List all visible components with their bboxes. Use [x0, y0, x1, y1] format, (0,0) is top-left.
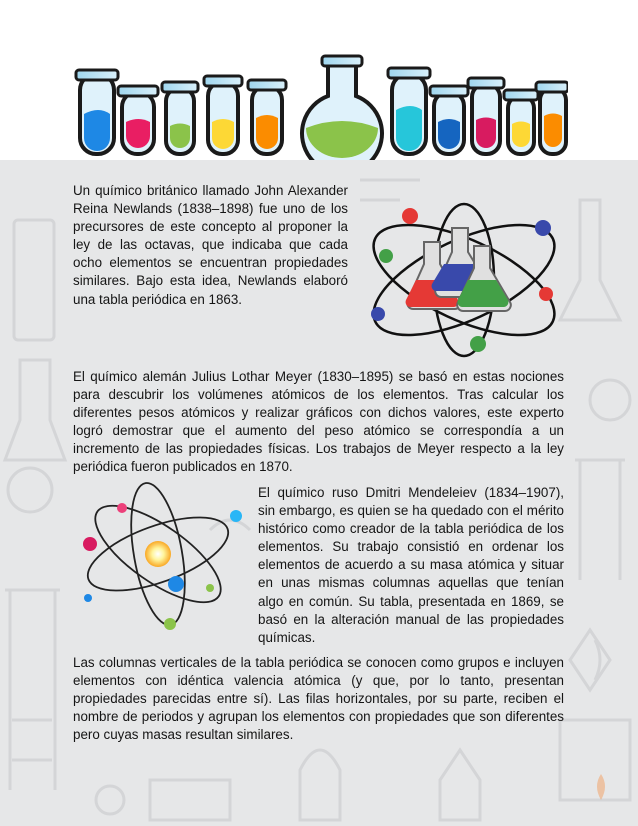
test-tubes-banner-illustration	[68, 52, 568, 160]
electron-pink-icon	[117, 503, 127, 513]
tube-cyan-icon	[388, 68, 430, 154]
paragraph-meyer: El químico alemán Julius Lothar Meyer (1830–1895) se basó en estas nociones para descubrir los volúmenes atómicos de los elementos. Tras calcular los diferentes pesos atómicos y realizar gráficos con dichos valores, este experto logró demostrar que el aumento del peso atómico se correspondía a un incremento de las propiedades físicas. Los trabajos de Meyer respecto a la ley periódica fueron publicados en 1870.	[73, 369, 564, 475]
tube-blue-dark-icon	[430, 86, 468, 154]
tube-pink-icon	[118, 86, 158, 154]
electron-green-icon	[379, 249, 393, 263]
electron-red-icon	[402, 208, 418, 224]
paragraph-groups-periods: Las columnas verticales de la tabla periódica se conocen como grupos e incluyen elementos con idéntica valencia atómica (y que, por lo tanto, presentan propiedades parecidas entre sí). Las filas horizontales, por su parte, reciben el nombre de periodos y agrupan los elementos con propiedades que son diferentes pero cuyas masas resultan similares.	[73, 655, 564, 743]
electron-red-icon	[539, 287, 553, 301]
electron-blue-icon	[84, 594, 92, 602]
round-flask-green-icon	[302, 56, 382, 160]
nucleus-icon	[145, 541, 171, 567]
tube-blue-icon	[76, 70, 118, 154]
paragraph-newlands: Un químico británico llamado John Alexander Reina Newlands (1838–1898) fue uno de los precursores de este concepto al proponer la ley de las octavas, que indicaba que cada ocho elementos se encuentran propiedades similares. Bajo esta idea, Newlands elaboró una tabla periódica en 1863.	[73, 183, 348, 307]
tube-yellow-icon	[204, 76, 242, 154]
electron-magenta-icon	[83, 537, 97, 551]
electron-green-icon	[206, 584, 214, 592]
electron-blue-icon	[535, 220, 551, 236]
electron-blue-icon	[371, 307, 385, 321]
tube-green-icon	[162, 82, 198, 154]
paragraph-mendeleiev: El químico ruso Dmitri Mendeleiev (1834–1907), sin embargo, es quien se ha quedado con el mérito histórico como creador de la tabla periódica de los elementos. Su trabajo consistió en ordenar los elementos de acuerdo a su masa atómica y situar en unas mismas columnas aquellas que tenían algo en común. Su tabla, presentada en 1869, se basó en la alteración manual de las propiedades químicas.	[258, 485, 564, 645]
tube-orange-icon	[248, 80, 286, 154]
electron-green-icon	[164, 618, 176, 630]
tube-orange-small-icon	[536, 82, 568, 154]
electron-blue-icon	[230, 510, 242, 522]
atom-illustration	[80, 478, 254, 638]
atom-flasks-illustration	[364, 198, 564, 358]
electron-blue-icon	[168, 576, 184, 592]
flasks-icon	[406, 228, 511, 311]
electron-green-icon	[470, 336, 486, 352]
tube-yellow-small-icon	[504, 90, 538, 154]
tube-magenta-icon	[468, 78, 504, 154]
